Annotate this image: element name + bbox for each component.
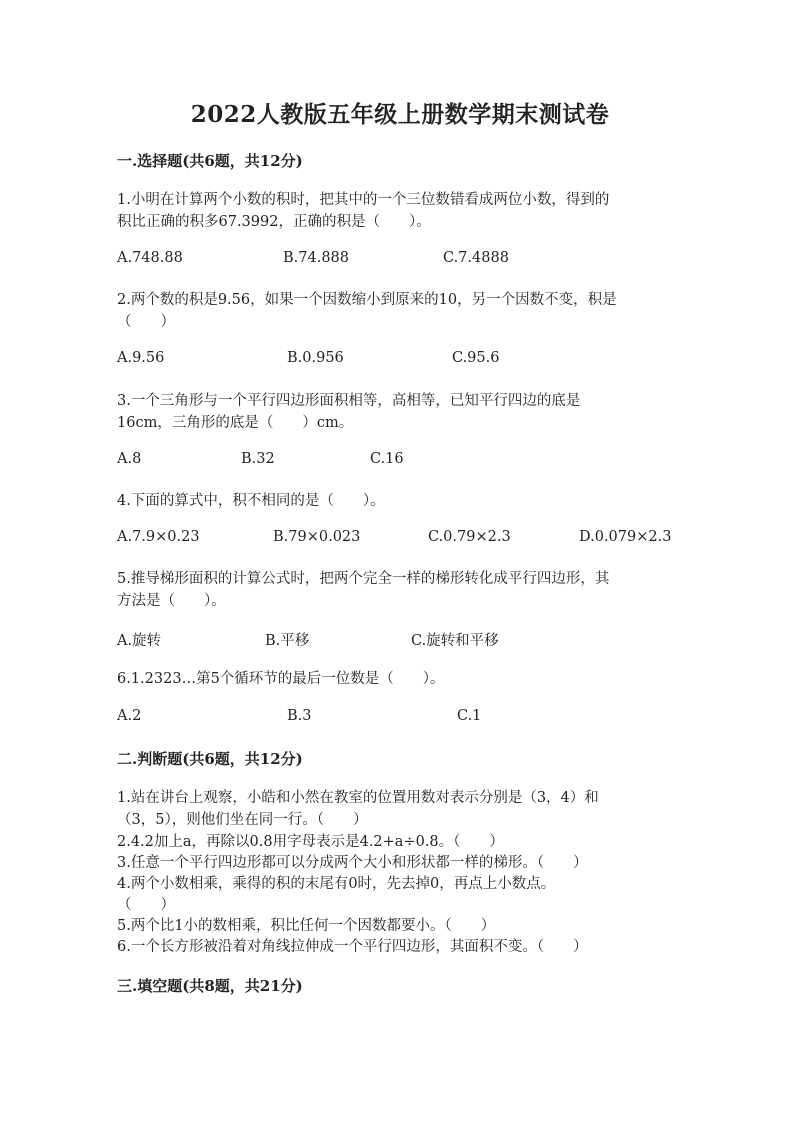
option-a: A.2 [117,708,142,724]
judgment-line: （ ） [117,897,175,913]
option-b: B.平移 [265,633,310,649]
question-text-line: 积比正确的积多67.3992，正确的积是（ ）。 [117,214,431,230]
question-text-line: 方法是（ ）。 [117,593,226,609]
option-c: C.0.79×2.3 [428,529,511,545]
page-title: 2022人教版五年级上册数学期末测试卷 [190,101,610,128]
option-b: B.3 [287,708,312,724]
option-a: A.748.88 [117,250,183,266]
judgment-line: 4.两个小数相乘，乘得的积的末尾有0时，先去掉0，再点上小数点。 [117,876,556,892]
option-a: A.旋转 [117,633,162,649]
question-text-line: 6.1.2323…第5个循环节的最后一位数是（ ）。 [117,671,445,687]
option-c: C.16 [370,451,404,467]
option-b: B.74.888 [283,250,350,266]
option-a: A.9.56 [117,350,165,366]
option-c: C.旋转和平移 [411,633,499,649]
judgment-line: 3.任意一个平行四边形都可以分成两个大小和形状都一样的梯形。（ ） [117,855,588,871]
option-b: B.0.956 [287,350,344,366]
judgment-line: （3，5），则他们坐在同一行。（ ） [117,812,368,828]
option-b: B.79×0.023 [273,529,361,545]
option-a: A.8 [117,451,142,467]
option-b: B.32 [241,451,275,467]
question-text-line: 1.小明在计算两个小数的积时，把其中的一个三位数错看成两位小数，得到的 [117,192,610,208]
question-text-line: 2.两个数的积是9.56，如果一个因数缩小到原来的10，另一个因数不变，积是 [117,292,617,308]
section-heading-fill-in: 三.填空题(共8题，共21分) [117,977,303,995]
section-heading-choice: 一.选择题(共6题，共12分) [117,152,303,170]
question-text-line: 4.下面的算式中，积不相同的是（ ）。 [117,493,385,509]
option-c: C.1 [457,708,482,724]
question-text-line: 5.推导梯形面积的计算公式时，把两个完全一样的梯形转化成平行四边形，其 [117,571,610,587]
option-a: A.7.9×0.23 [117,529,200,545]
option-c: C.95.6 [452,350,500,366]
question-text-line: 16cm，三角形的底是（ ）cm。 [117,415,354,431]
judgment-line: 1.站在讲台上观察，小皓和小然在教室的位置用数对表示分别是（3，4）和 [117,790,599,806]
question-text-line: 3.一个三角形与一个平行四边形面积相等，高相等，已知平行四边的底是 [117,393,581,409]
option-d: D.0.079×2.3 [579,529,672,545]
judgment-line: 5.两个比1小的数相乘，积比任何一个因数都要小。（ ） [117,918,496,934]
judgment-line: 2.4.2加上a，再除以0.8用字母表示是4.2+a÷0.8。（ ） [117,834,504,850]
section-heading-judgment: 二.判断题(共6题，共12分) [117,750,303,768]
option-c: C.7.4888 [443,250,509,266]
judgment-line: 6.一个长方形被沿着对角线拉伸成一个平行四边形，其面积不变。（ ） [117,939,588,955]
question-text-line: （ ） [117,314,175,330]
